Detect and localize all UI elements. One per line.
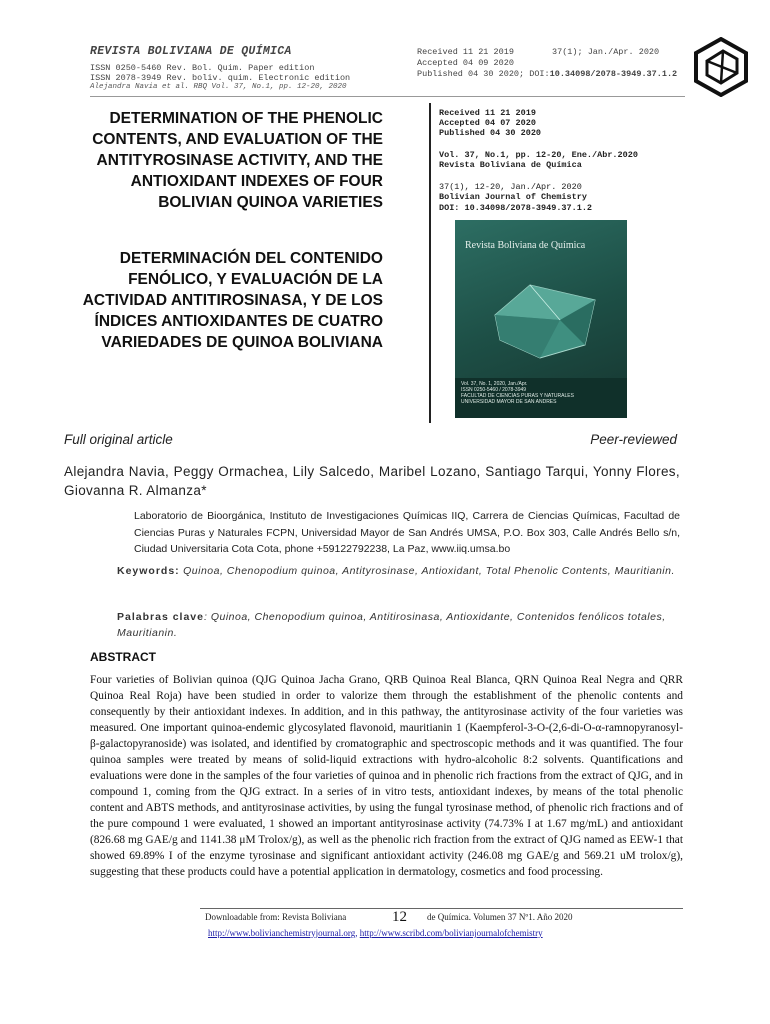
header-accepted: Accepted 04 09 2020 <box>417 58 514 68</box>
info-doi[interactable]: DOI: 10.34098/2078-3949.37.1.2 <box>439 203 593 213</box>
header-rule <box>90 96 685 97</box>
keywords-english <box>117 564 675 580</box>
title-spanish: DETERMINACIÓN DEL CONTENIDO FENÓLICO, Y EVALUACIÓN DE LA ACTIVIDAD ANTITIROSINASA, Y DE LOS ÍNDICES ANTIOXIDANTES DE CUATRO VARIEDADES DE QUINOA BOLIVIANA <box>82 250 383 351</box>
abstract-heading: ABSTRACT <box>90 650 156 664</box>
issn-paper: ISSN 0250-5460 Rev. Bol. Quim. Paper edition <box>90 63 315 73</box>
header-volume-issue: 37(1); Jan./Apr. 2020 <box>552 47 660 57</box>
journal-website-link[interactable]: http://www.bolivianchemistryjournal.org <box>208 928 356 938</box>
keywords-spanish <box>117 610 675 641</box>
info-accepted: Accepted 04 07 2020 <box>439 118 536 128</box>
vertical-divider <box>429 103 431 423</box>
header-published-label: Published 04 30 2020; DOI: <box>417 69 550 79</box>
cover-line1: ISSN 0250-5460 / 2078-3949 <box>461 387 527 393</box>
issn-electronic: ISSN 2078-3949 Rev. boliv. quim. Electronic edition <box>90 73 351 83</box>
journal-name: REVISTA BOLIVIANA DE QUÍMICA <box>90 45 292 58</box>
footer-issue: de Química. Volumen 37 Nº1. Año 2020 <box>427 912 573 922</box>
article-type: Full original article <box>64 432 173 447</box>
scribd-link[interactable]: http://www.scribd.com/bolivianjournalofchemistry <box>359 928 543 938</box>
cover-title: Revista Boliviana de Química <box>465 240 586 251</box>
footer-source: Downloadable from: Revista Boliviana <box>205 912 347 922</box>
cover-text <box>461 381 621 405</box>
footer-link-separator: , <box>355 928 360 938</box>
citation-line: Alejandra Navia et al. RBQ Vol. 37, No.1, pp. 12-20, 2020 <box>90 83 347 91</box>
info-volume: Vol. 37, No.1, pp. 12-20, Ene./Abr.2020 <box>439 150 638 160</box>
info-issue-en: 37(1), 12-20, Jan./Apr. 2020 <box>439 182 582 192</box>
page-number: 12 <box>392 909 407 925</box>
cover-vol: Vol. 37, No. 1, 2020, Jan./Apr. <box>461 381 528 387</box>
info-published: Published 04 30 2020 <box>439 128 542 138</box>
footer-rule <box>200 908 683 909</box>
journal-cover-image <box>455 220 627 418</box>
info-journal-en: Bolivian Journal of Chemistry <box>439 192 587 202</box>
review-type: Peer-reviewed <box>590 432 677 447</box>
palabras-clave-text: : Quinoa, Chenopodium quinoa, Antitirosinasa, Antioxidante, Contenidos fenólicos totales, Mauritianin. <box>117 611 666 639</box>
footer-links <box>208 928 543 938</box>
info-journal-es: Revista Boliviana de Química <box>439 160 582 170</box>
header-received: Received 11 21 2019 <box>417 47 514 57</box>
author-list: Alejandra Navia, Peggy Ormachea, Lily Salcedo, Maribel Lozano, Santiago Tarqui, Yonny Flores, Giovanna R. Almanza* <box>64 464 680 498</box>
title-english: DETERMINATION OF THE PHENOLIC CONTENTS, AND EVALUATION OF THE ANTITYROSINASE ACTIVITY, AND THE ANTIOXIDANT INDEXES OF FOUR BOLIVIAN QUINOA VARIETIES <box>92 110 383 211</box>
cover-line2: FACULTAD DE CIENCIAS PURAS Y NATURALES <box>461 393 574 399</box>
header-published <box>417 69 677 79</box>
affiliation: Laboratorio de Bioorgánica, Instituto de Investigaciones Químicas IIQ, Carrera de Ciencias Químicas, Facultad de Ciencias Puras y Naturales FCPN, Universidad Mayor de San Andrés UMSA, P.O. Box 303, Calle Andrés Bello s/n, Ciudad Universitaria Cota Cota, phone +59122792238, La Paz, www.iiq.umsa.bo <box>134 510 680 555</box>
info-received: Received 11 21 2019 <box>439 108 536 118</box>
header-doi[interactable]: 10.34098/2078-3949.37.1.2 <box>549 69 678 79</box>
keywords-label: Keywords: <box>117 565 180 577</box>
palabras-clave-label: Palabras clave <box>117 611 204 623</box>
journal-logo-icon <box>693 37 749 97</box>
abstract-text: Four varieties of Bolivian quinoa (QJG Quinoa Jacha Grano, QRB Quinoa Real Blanca, QRN Quinoa Real Negra and QRR Quinoa Real Roja) have been studied in order to valorize them through the establishment of the phenolic contents and consequently by their antioxidant indexes. In addition, and in this pathway, the antityrosinase activity of the four varieties was measured. One important quinoa-endemic glycosylated flavonoid, mauritianin 1 (Kaempferol-3-O-(2,6-di-O-α-ramnopyranosyl-β-galactopyranoside) was isolated, and identified by cromatographic and spectroscopic methods and it was quantified. The four quinoa samples were treated by means of solid-liquid extractions with hydro-alcoholic 8:2 solvents. Quantifications and evaluations were done in the samples of the four varieties of quinoa and in phenolic rich fractions from the extract of QJG, and in compound 1, coming from the QJG extract. In a series of in vitro tests, antioxidant indexes, by means of the total phenolic content and ABTS methods, and antityrosinase activities, by using the fungal tyrosinase method, of phenolic rich fractions and of the pure compound 1 were evaluated, 1 showed an important antityrosinase activity (74.73% I at 1.67 mg/mL) and antioxidant (826.68 mg GAE/g and 1141.38 μM Trolox/g), as well as the phenolic rich fraction from the extract of QJG named as EEW-1 that showed 69.89% I of the enzyme tyrosinase and significant antioxidant activity (246.08 mg GAE/g and 569.21 uM trolox/g), suggesting that these products could have a potential application in dermatology, cosmetics and food processing. <box>90 674 683 878</box>
crystal-icon <box>485 270 605 365</box>
keywords-text: Quinoa, Chenopodium quinoa, Antityrosinase, Antioxidant, Total Phenolic Contents, Mauritianin. <box>179 565 675 577</box>
cover-line3: UNIVERSIDAD MAYOR DE SAN ANDRES <box>461 399 557 405</box>
